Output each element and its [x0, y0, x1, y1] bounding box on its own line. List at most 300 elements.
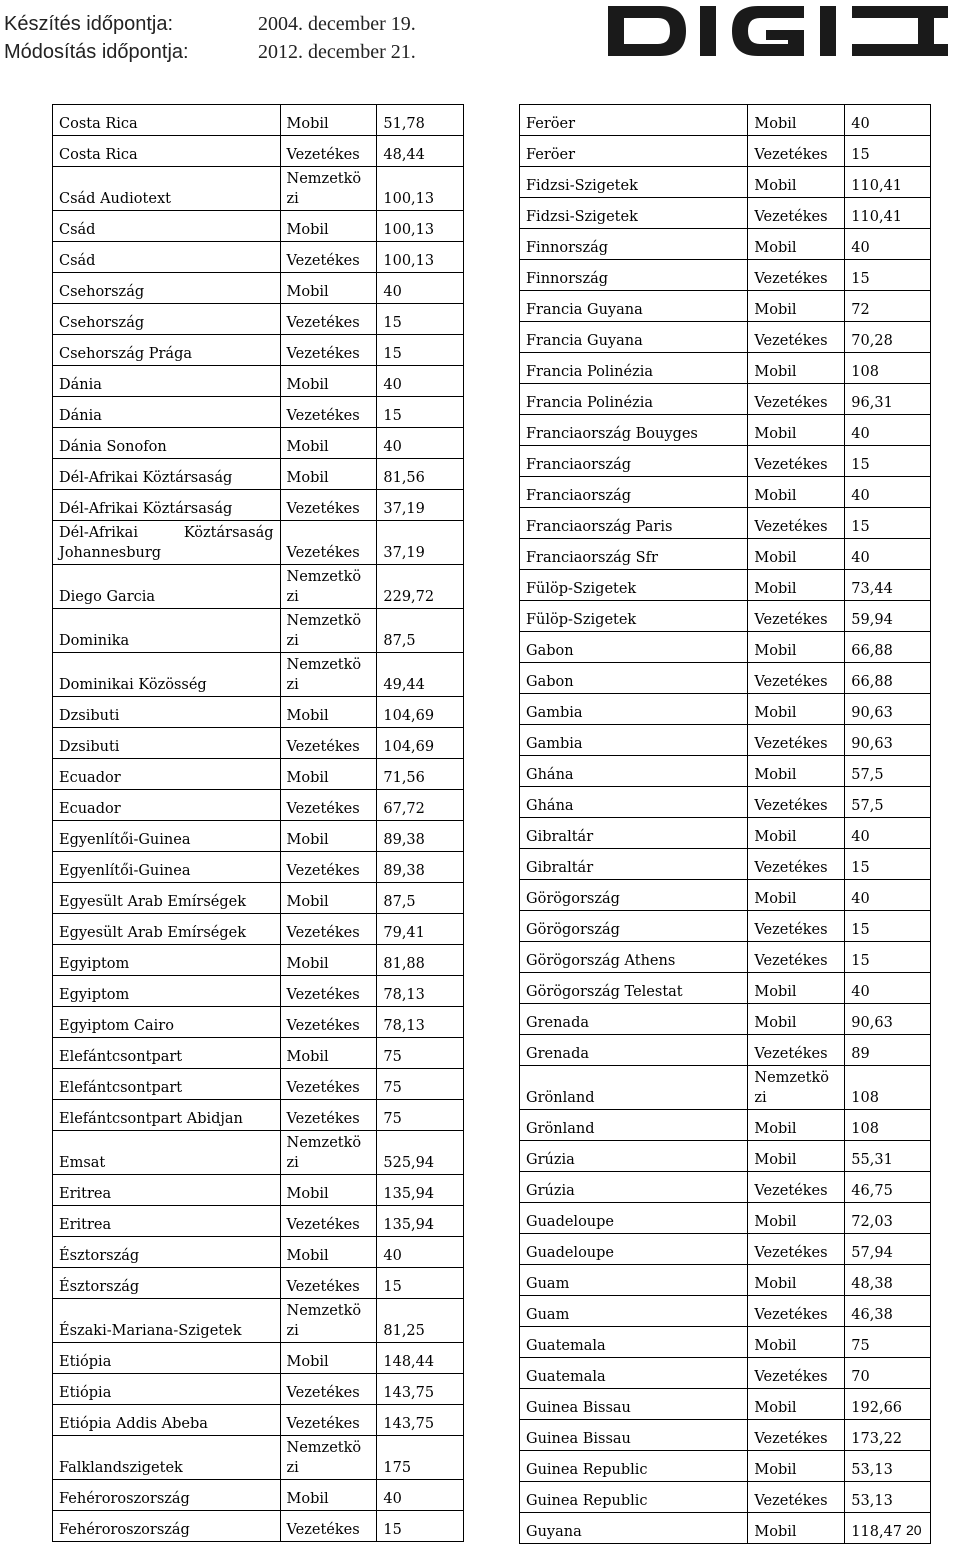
country-cell: Etiópia [53, 1374, 281, 1405]
country-cell: Egyiptom Cairo [53, 1007, 281, 1038]
country-cell: Dzsibuti [53, 697, 281, 728]
rate-cell: 15 [845, 260, 931, 291]
rate-cell: 57,5 [845, 756, 931, 787]
type-cell: Mobil [748, 632, 845, 663]
country-cell: Csád [53, 242, 281, 273]
table-row [53, 883, 464, 914]
rate-cell: 87,5 [377, 883, 464, 914]
country-cell: Grenada [520, 1035, 748, 1066]
rate-cell: 81,88 [377, 945, 464, 976]
rate-cell: 81,56 [377, 459, 464, 490]
rate-cell: 40 [377, 273, 464, 304]
table-row [520, 477, 931, 508]
type-cell: Vezetékes [748, 911, 845, 942]
rate-cell: 37,19 [377, 490, 464, 521]
rate-cell: 90,63 [845, 1004, 931, 1035]
rate-cell: 75 [845, 1327, 931, 1358]
rate-cell: 100,13 [377, 211, 464, 242]
country-cell: Francia Polinézia [520, 353, 748, 384]
rate-cell: 78,13 [377, 1007, 464, 1038]
table-row [520, 1296, 931, 1327]
rate-cell: 48,44 [377, 136, 464, 167]
country-cell: Finnország [520, 260, 748, 291]
type-cell: Mobil [748, 415, 845, 446]
type-cell: Vezetékes [280, 1206, 377, 1237]
created-label: Készítés időpontja: [4, 13, 173, 35]
country-cell: Eritrea [53, 1175, 281, 1206]
modified-label: Módosítás időpontja: [4, 41, 189, 63]
country-cell: Elefántcsontpart Abidjan [53, 1100, 281, 1131]
type-cell: Vezetékes [748, 1172, 845, 1203]
country-cell: Görögország Athens [520, 942, 748, 973]
country-cell: Grönland [520, 1110, 748, 1141]
table-row [53, 1480, 464, 1511]
rates-table-left-body [53, 105, 464, 1542]
country-cell: Görögország [520, 911, 748, 942]
table-row [53, 1268, 464, 1299]
table-row [53, 1206, 464, 1237]
table-row [53, 1436, 464, 1480]
table-row [520, 694, 931, 725]
type-cell: Vezetékes [280, 1374, 377, 1405]
country-cell: Görögország Telestat [520, 973, 748, 1004]
country-cell: Csehország [53, 273, 281, 304]
type-cell: Mobil [748, 353, 845, 384]
type-cell: Vezetékes [280, 1100, 377, 1131]
country-cell: Dél-Afrikai Köztársaság [53, 459, 281, 490]
table-row [520, 291, 931, 322]
country-cell: Egyenlítői-Guinea [53, 821, 281, 852]
rate-cell: 46,75 [845, 1172, 931, 1203]
country-cell: Dánia [53, 366, 281, 397]
type-cell: Vezetékes [280, 1007, 377, 1038]
type-cell: Mobil [280, 211, 377, 242]
type-cell: Vezetékes [748, 663, 845, 694]
type-cell: Nemzetkö zi [280, 1131, 377, 1175]
type-cell: Vezetékes [280, 136, 377, 167]
rate-cell: 108 [845, 353, 931, 384]
country-cell: Dél-Afrikai Köztársaság [53, 490, 281, 521]
table-row [53, 1374, 464, 1405]
type-cell: Mobil [748, 167, 845, 198]
table-row [53, 565, 464, 609]
table-row [520, 756, 931, 787]
country-cell: Dánia Sonofon [53, 428, 281, 459]
type-cell: Vezetékes [748, 446, 845, 477]
country-cell: Észtország [53, 1268, 281, 1299]
rate-cell: 110,41 [845, 167, 931, 198]
rate-cell: 40 [845, 973, 931, 1004]
type-cell: Vezetékes [748, 1296, 845, 1327]
table-row [53, 521, 464, 565]
type-cell: Mobil [748, 756, 845, 787]
table-row [520, 1358, 931, 1389]
table-row [53, 1100, 464, 1131]
type-cell: Nemzetkö zi [280, 167, 377, 211]
rate-cell: 15 [377, 397, 464, 428]
rate-cell: 525,94 [377, 1131, 464, 1175]
rate-cell: 173,22 [845, 1420, 931, 1451]
rate-cell: 118,47 [845, 1513, 931, 1544]
table-row [53, 428, 464, 459]
rate-cell: 81,25 [377, 1299, 464, 1343]
table-row [520, 973, 931, 1004]
rate-cell: 70 [845, 1358, 931, 1389]
type-cell: Vezetékes [748, 198, 845, 229]
rate-cell: 108 [845, 1110, 931, 1141]
type-cell: Vezetékes [280, 304, 377, 335]
country-cell: Franciaország [520, 446, 748, 477]
type-cell: Mobil [748, 1141, 845, 1172]
country-cell: Fidzsi-Szigetek [520, 198, 748, 229]
table-row [520, 136, 931, 167]
rate-cell: 57,94 [845, 1234, 931, 1265]
rate-cell: 75 [377, 1100, 464, 1131]
type-cell: Vezetékes [748, 1482, 845, 1513]
rate-cell: 71,56 [377, 759, 464, 790]
type-cell: Vezetékes [280, 790, 377, 821]
table-row [53, 821, 464, 852]
type-cell: Vezetékes [280, 490, 377, 521]
type-cell: Mobil [748, 1265, 845, 1296]
rate-cell: 40 [845, 105, 931, 136]
country-cell: Franciaország Paris [520, 508, 748, 539]
header-values [258, 10, 416, 66]
rate-cell: 46,38 [845, 1296, 931, 1327]
rate-cell: 100,13 [377, 242, 464, 273]
type-cell: Mobil [280, 105, 377, 136]
table-row [520, 1110, 931, 1141]
table-row [53, 609, 464, 653]
type-cell: Mobil [280, 273, 377, 304]
table-row [520, 570, 931, 601]
type-cell: Vezetékes [280, 521, 377, 565]
table-row [520, 601, 931, 632]
table-row [520, 167, 931, 198]
rate-cell: 90,63 [845, 694, 931, 725]
type-cell: Mobil [280, 1175, 377, 1206]
rate-cell: 72,03 [845, 1203, 931, 1234]
table-row [520, 725, 931, 756]
table-row [53, 211, 464, 242]
country-cell: Costa Rica [53, 105, 281, 136]
rate-cell: 192,66 [845, 1389, 931, 1420]
rate-cell: 90,63 [845, 725, 931, 756]
rate-cell: 66,88 [845, 632, 931, 663]
table-row [520, 1420, 931, 1451]
type-cell: Mobil [748, 1327, 845, 1358]
rate-cell: 15 [845, 136, 931, 167]
table-row [53, 136, 464, 167]
type-cell: Vezetékes [280, 728, 377, 759]
country-cell: Ghána [520, 756, 748, 787]
table-row [520, 1513, 931, 1544]
type-cell: Mobil [280, 1480, 377, 1511]
country-cell: Franciaország Bouyges [520, 415, 748, 446]
table-row [53, 697, 464, 728]
type-cell: Mobil [280, 1237, 377, 1268]
table-row [520, 353, 931, 384]
country-cell: Feröer [520, 105, 748, 136]
type-cell: Mobil [748, 1513, 845, 1544]
rate-cell: 175 [377, 1436, 464, 1480]
rate-cell: 104,69 [377, 697, 464, 728]
table-row [53, 1343, 464, 1374]
rate-cell: 40 [845, 415, 931, 446]
country-cell: Gabon [520, 632, 748, 663]
table-row [53, 759, 464, 790]
country-cell: Francia Guyana [520, 322, 748, 353]
table-row [520, 787, 931, 818]
rate-cell: 15 [377, 304, 464, 335]
table-row [520, 1451, 931, 1482]
country-cell: Guinea Bissau [520, 1420, 748, 1451]
country-cell: Egyiptom [53, 976, 281, 1007]
type-cell: Mobil [748, 1389, 845, 1420]
rate-cell: 79,41 [377, 914, 464, 945]
type-cell: Vezetékes [280, 397, 377, 428]
rate-cell: 143,75 [377, 1374, 464, 1405]
rate-cell: 15 [377, 1511, 464, 1542]
country-cell: Fehéroroszország [53, 1511, 281, 1542]
type-cell: Mobil [280, 821, 377, 852]
rate-cell: 135,94 [377, 1206, 464, 1237]
type-cell: Mobil [280, 1038, 377, 1069]
country-cell: Ecuador [53, 759, 281, 790]
rate-cell: 15 [845, 849, 931, 880]
rate-cell: 73,44 [845, 570, 931, 601]
rate-cell: 66,88 [845, 663, 931, 694]
table-row [520, 1265, 931, 1296]
table-row [53, 852, 464, 883]
country-cell: Grenada [520, 1004, 748, 1035]
rates-table-right [519, 104, 931, 1544]
rate-cell: 75 [377, 1038, 464, 1069]
rate-cell: 229,72 [377, 565, 464, 609]
table-row [53, 1237, 464, 1268]
country-cell: Dzsibuti [53, 728, 281, 759]
rate-cell: 70,28 [845, 322, 931, 353]
rate-cell: 40 [845, 539, 931, 570]
type-cell: Vezetékes [280, 1405, 377, 1436]
type-cell: Nemzetkö zi [748, 1066, 845, 1110]
rate-cell: 110,41 [845, 198, 931, 229]
type-cell: Mobil [748, 1203, 845, 1234]
table-row [53, 397, 464, 428]
table-row [520, 1327, 931, 1358]
rate-cell: 135,94 [377, 1175, 464, 1206]
type-cell: Vezetékes [280, 1511, 377, 1542]
country-cell: Emsat [53, 1131, 281, 1175]
type-cell: Nemzetkö zi [280, 565, 377, 609]
country-cell: Guyana [520, 1513, 748, 1544]
country-cell: Franciaország [520, 477, 748, 508]
country-cell: Guatemala [520, 1358, 748, 1389]
type-cell: Vezetékes [748, 1234, 845, 1265]
table-row [520, 322, 931, 353]
country-cell: Guadeloupe [520, 1203, 748, 1234]
rate-cell: 15 [845, 911, 931, 942]
rate-cell: 108 [845, 1066, 931, 1110]
country-cell: Ghána [520, 787, 748, 818]
country-cell: Egyesült Arab Emírségek [53, 914, 281, 945]
type-cell: Vezetékes [748, 1420, 845, 1451]
country-cell: Észtország [53, 1237, 281, 1268]
type-cell: Mobil [748, 1451, 845, 1482]
table-row [53, 242, 464, 273]
table-row [53, 1007, 464, 1038]
rate-cell: 40 [377, 1237, 464, 1268]
rate-cell: 49,44 [377, 653, 464, 697]
table-row [53, 1131, 464, 1175]
table-row [53, 1299, 464, 1343]
table-row [520, 198, 931, 229]
rates-table-left [52, 104, 464, 1542]
table-row [520, 880, 931, 911]
rate-cell: 72 [845, 291, 931, 322]
country-cell: Etiópia [53, 1343, 281, 1374]
table-row [520, 911, 931, 942]
type-cell: Vezetékes [748, 260, 845, 291]
table-row [520, 663, 931, 694]
rate-cell: 40 [845, 477, 931, 508]
table-row [53, 976, 464, 1007]
type-cell: Vezetékes [748, 322, 845, 353]
table-row [520, 446, 931, 477]
table-row [520, 105, 931, 136]
table-row [53, 914, 464, 945]
table-row [520, 1066, 931, 1110]
type-cell: Nemzetkö zi [280, 609, 377, 653]
type-cell: Mobil [748, 880, 845, 911]
table-row [53, 167, 464, 211]
table-row [53, 490, 464, 521]
rate-cell: 78,13 [377, 976, 464, 1007]
type-cell: Mobil [280, 1343, 377, 1374]
rate-cell: 89,38 [377, 852, 464, 883]
country-cell: Guadeloupe [520, 1234, 748, 1265]
rate-cell: 48,38 [845, 1265, 931, 1296]
country-cell: Fidzsi-Szigetek [520, 167, 748, 198]
table-row [520, 539, 931, 570]
type-cell: Mobil [280, 697, 377, 728]
type-cell: Vezetékes [748, 601, 845, 632]
rates-table-right-body [520, 105, 931, 1544]
rate-cell: 15 [845, 446, 931, 477]
rate-cell: 37,19 [377, 521, 464, 565]
type-cell: Vezetékes [280, 976, 377, 1007]
country-cell: Gibraltár [520, 818, 748, 849]
country-cell: Gabon [520, 663, 748, 694]
country-cell: Északi-Mariana-Szigetek [53, 1299, 281, 1343]
country-cell: Guinea Bissau [520, 1389, 748, 1420]
country-cell: Görögország [520, 880, 748, 911]
country-cell: Egyesült Arab Emírségek [53, 883, 281, 914]
rate-cell: 96,31 [845, 384, 931, 415]
table-row [53, 1175, 464, 1206]
rate-cell: 57,5 [845, 787, 931, 818]
table-row [520, 1389, 931, 1420]
rate-cell: 15 [845, 508, 931, 539]
type-cell: Mobil [748, 694, 845, 725]
table-row [53, 728, 464, 759]
rate-cell: 59,94 [845, 601, 931, 632]
type-cell: Vezetékes [748, 849, 845, 880]
type-cell: Vezetékes [280, 914, 377, 945]
rate-cell: 55,31 [845, 1141, 931, 1172]
table-row [520, 632, 931, 663]
type-cell: Vezetékes [748, 787, 845, 818]
type-cell: Vezetékes [748, 942, 845, 973]
country-cell: Ecuador [53, 790, 281, 821]
table-row [520, 260, 931, 291]
rate-cell: 15 [377, 1268, 464, 1299]
table-row [520, 1141, 931, 1172]
rate-cell: 143,75 [377, 1405, 464, 1436]
type-cell: Nemzetkö zi [280, 653, 377, 697]
type-cell: Vezetékes [748, 1035, 845, 1066]
rate-cell: 89,38 [377, 821, 464, 852]
type-cell: Vezetékes [748, 725, 845, 756]
country-cell: Csehország [53, 304, 281, 335]
rate-cell: 75 [377, 1069, 464, 1100]
type-cell: Mobil [748, 973, 845, 1004]
rate-cell: 40 [845, 818, 931, 849]
type-cell: Mobil [748, 1004, 845, 1035]
type-cell: Vezetékes [748, 1358, 845, 1389]
rate-cell: 87,5 [377, 609, 464, 653]
country-cell: Dominikai Közösség [53, 653, 281, 697]
table-row [520, 849, 931, 880]
type-cell: Mobil [280, 759, 377, 790]
rate-cell: 40 [377, 366, 464, 397]
country-cell: Fehéroroszország [53, 1480, 281, 1511]
table-row [53, 304, 464, 335]
country-cell: Falklandszigetek [53, 1436, 281, 1480]
type-cell: Mobil [280, 883, 377, 914]
country-cell: Grúzia [520, 1141, 748, 1172]
table-row [520, 508, 931, 539]
country-cell: Gambia [520, 694, 748, 725]
rate-cell: 67,72 [377, 790, 464, 821]
country-cell: Fülöp-Szigetek [520, 570, 748, 601]
table-row [520, 1482, 931, 1513]
country-cell: Guinea Republic [520, 1451, 748, 1482]
table-row [53, 273, 464, 304]
table-row [53, 1405, 464, 1436]
country-cell: Dánia [53, 397, 281, 428]
table-row [53, 945, 464, 976]
page-number: 20 [906, 1522, 922, 1538]
type-cell: Mobil [748, 229, 845, 260]
table-row [520, 415, 931, 446]
country-cell: Francia Guyana [520, 291, 748, 322]
country-cell: Franciaország Sfr [520, 539, 748, 570]
country-cell: Eritrea [53, 1206, 281, 1237]
type-cell: Nemzetkö zi [280, 1299, 377, 1343]
table-row [520, 1035, 931, 1066]
country-cell: Egyenlítői-Guinea [53, 852, 281, 883]
country-cell: Grönland [520, 1066, 748, 1110]
country-cell: Guatemala [520, 1327, 748, 1358]
rate-cell: 51,78 [377, 105, 464, 136]
table-row [520, 1203, 931, 1234]
type-cell: Mobil [748, 1110, 845, 1141]
rate-cell: 15 [845, 942, 931, 973]
table-row [520, 818, 931, 849]
rate-cell: 100,13 [377, 167, 464, 211]
table-row [520, 229, 931, 260]
